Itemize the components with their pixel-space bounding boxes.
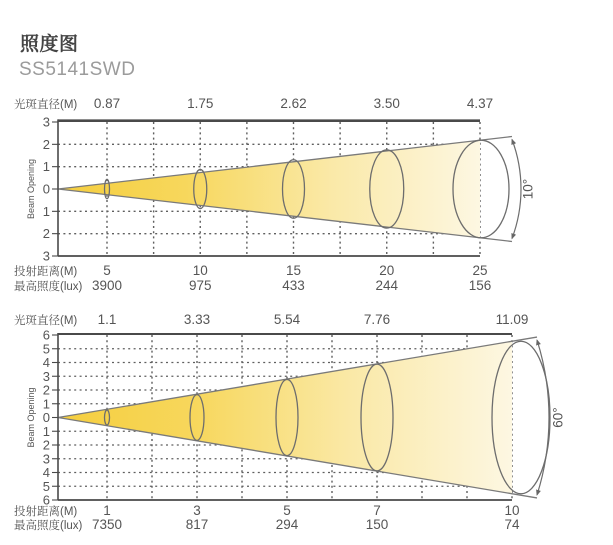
spot-diameter-value: 11.09 [495, 312, 529, 327]
beam-angle-label: 60° [550, 407, 566, 428]
throw-distance-row-label: 投射距离(M) [14, 506, 78, 518]
spot-diameter-value: 0.87 [93, 96, 121, 111]
spot-diameter-value: 1.75 [187, 96, 214, 111]
max-illuminance-value: 156 [468, 278, 492, 293]
throw-distance-row [14, 263, 488, 278]
beam-chart-60deg [14, 312, 566, 532]
y-axis-tick-label: 0 [42, 181, 50, 197]
beam-angle-label: 10° [520, 178, 536, 200]
spot-diameter-value: 1.1 [97, 312, 117, 327]
throw-distance-value: 1 [103, 503, 111, 518]
max-illuminance-value: 150 [365, 517, 389, 532]
max-illuminance-row-label: 最高照度(lux) [14, 520, 83, 532]
y-axis-tick-label: 1 [42, 396, 50, 412]
y-axis-tick-label: 1 [42, 159, 50, 175]
throw-distance-row-label: 投射距离(M) [14, 266, 78, 278]
throw-distance-value: 15 [285, 263, 302, 278]
spot-diameter-row-label: 光斑直径(M) [14, 315, 78, 327]
beam-cone-fill [58, 341, 512, 493]
page-title: 照度图 [20, 34, 79, 55]
y-axis-tick-label: 2 [42, 226, 50, 242]
throw-distance-row [14, 503, 520, 518]
beam-cone-fill [58, 140, 480, 238]
y-axis [26, 328, 58, 508]
y-axis-tick-label: 2 [42, 437, 50, 453]
y-axis-tick-label: 4 [42, 465, 50, 480]
spot-diameter-value: 3.33 [183, 312, 211, 327]
max-illuminance-value: 433 [282, 278, 305, 293]
max-illuminance-value: 3900 [91, 278, 123, 293]
max-illuminance-row [14, 278, 491, 293]
max-illuminance-value: 817 [185, 517, 209, 532]
spot-diameter-value: 5.54 [273, 312, 301, 327]
spot-diameter-value: 3.50 [373, 96, 400, 111]
max-illuminance-row [14, 517, 520, 532]
y-axis-tick-label: 6 [42, 492, 50, 508]
y-axis [26, 115, 58, 264]
y-axis-tick-label: 0 [42, 410, 50, 425]
y-axis-title: Beam Opening [26, 387, 36, 448]
product-model: SS5141SWD [19, 59, 136, 80]
y-axis-tick-label: 3 [42, 114, 50, 130]
max-illuminance-row-label: 最高照度(lux) [14, 281, 83, 293]
throw-distance-value: 20 [379, 263, 395, 278]
y-axis-title: Beam Opening [26, 158, 36, 220]
y-axis-tick-label: 4 [42, 355, 50, 370]
max-illuminance-value: 294 [275, 517, 299, 532]
y-axis-tick-label: 5 [42, 341, 50, 357]
y-axis-tick-label: 3 [42, 368, 50, 384]
throw-distance-value: 10 [504, 503, 520, 518]
throw-distance-value: 25 [472, 263, 488, 278]
spot-diameter-value: 2.62 [280, 96, 307, 111]
throw-distance-value: 3 [193, 503, 201, 518]
throw-distance-value: 7 [373, 503, 381, 518]
spot-diameter-value: 7.76 [363, 312, 391, 327]
max-illuminance-value: 975 [188, 278, 212, 293]
y-axis-tick-label: 5 [42, 478, 50, 494]
spot-diameter-value: 4.37 [466, 96, 494, 111]
y-axis-tick-label: 3 [42, 248, 50, 264]
beam-chart-10deg [14, 96, 536, 293]
spot-diameter-row-label: 光斑直径(M) [14, 99, 78, 111]
beam-cone [58, 137, 512, 242]
y-axis-tick-label: 2 [42, 382, 50, 398]
y-axis-tick-label: 1 [42, 203, 50, 219]
max-illuminance-value: 74 [504, 517, 520, 532]
throw-distance-value: 5 [283, 503, 291, 518]
beam-angle-arc [537, 340, 549, 495]
throw-distance-value: 5 [103, 263, 111, 278]
throw-distance-value: 10 [192, 263, 208, 278]
spot-diameter-row [14, 96, 493, 111]
y-axis-tick-label: 1 [42, 423, 50, 439]
beam-cone [58, 337, 550, 498]
max-illuminance-value: 7350 [91, 517, 123, 532]
y-axis-tick-label: 2 [42, 136, 50, 152]
y-axis-tick-label: 3 [42, 451, 50, 467]
max-illuminance-value: 244 [375, 278, 399, 293]
spot-diameter-row [14, 312, 528, 327]
y-axis-tick-label: 6 [42, 327, 50, 343]
